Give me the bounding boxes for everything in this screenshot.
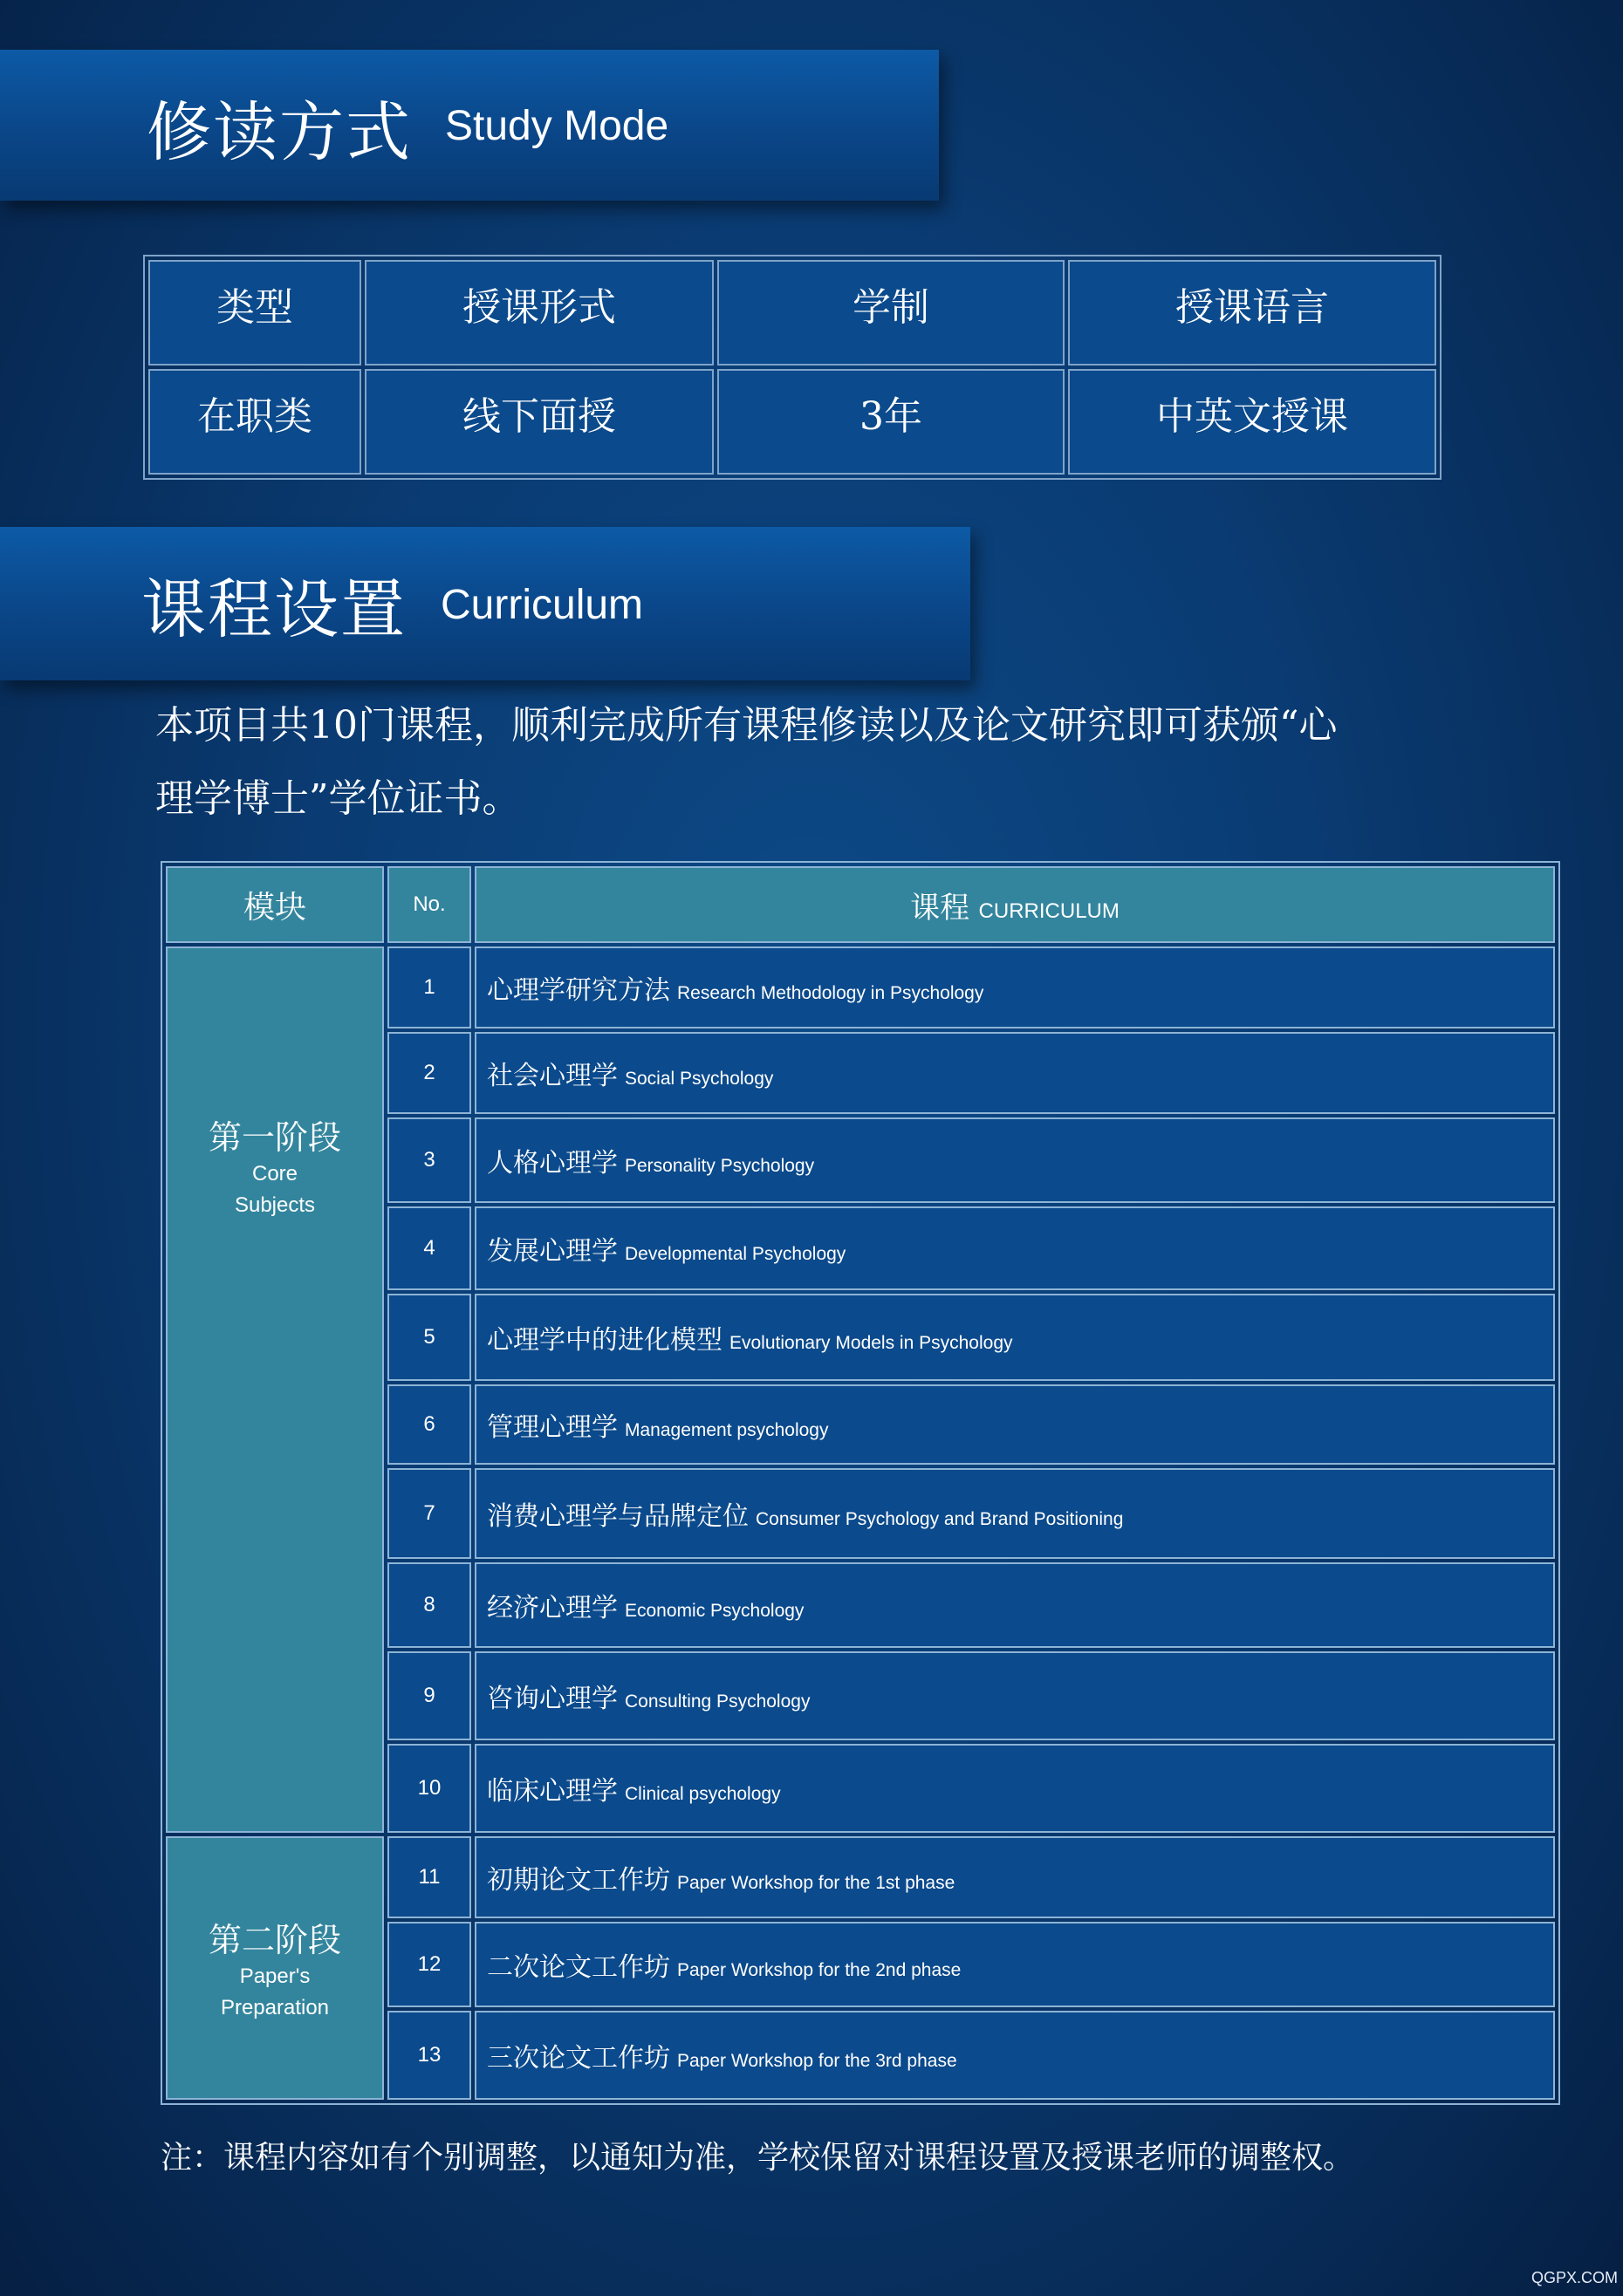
- row-number: 13: [387, 2011, 471, 2100]
- row-number: 3: [387, 1117, 471, 1203]
- course-name-zh: 管理心理学: [487, 1412, 618, 1443]
- course-cell: [475, 1562, 1555, 1648]
- module-1-en-line1: Core: [251, 1162, 298, 1186]
- intro-line-2: 理学博士”学位证书。: [155, 776, 521, 821]
- watermark: QGPX.COM: [1531, 2269, 1618, 2286]
- module-2-zh: 第二阶段: [208, 1920, 341, 1959]
- row-number: 10: [387, 1744, 471, 1833]
- intro-line-1: 本项目共10门课程，顺利完成所有课程修读以及论文研究即可获颁“心: [155, 703, 1338, 748]
- course-name-zh: 临床心理学: [487, 1776, 618, 1807]
- course-cell: [475, 1384, 1555, 1465]
- row-number: 1: [387, 946, 471, 1028]
- row-number: 4: [387, 1206, 471, 1290]
- row-number: 7: [387, 1468, 471, 1559]
- course-name-zh: 心理学研究方法: [487, 975, 670, 1006]
- curriculum-title-zh: 课程设置: [141, 572, 407, 647]
- row-number: 8: [387, 1562, 471, 1648]
- study-mode-title-zh: 修读方式: [147, 95, 412, 170]
- study-mode-header-row: [148, 260, 1436, 366]
- study-mode-title-en: Study Mode: [445, 103, 669, 149]
- course-name-zh: 消费心理学与品牌定位: [487, 1501, 749, 1532]
- row-number: 2: [387, 1032, 471, 1114]
- curriculum-intro: [155, 689, 1464, 836]
- module-1-en-line2: Subjects: [234, 1193, 316, 1217]
- course-cell: [475, 1117, 1555, 1203]
- study-mode-value-row: [148, 369, 1436, 475]
- course-cell: [475, 1032, 1555, 1114]
- row-number: 11: [387, 1836, 471, 1918]
- course-name-zh: 三次论文工作坊: [487, 2043, 670, 2074]
- course-name-en: Personality Psychology: [625, 1156, 815, 1176]
- mode-value-format: 线下面授: [365, 369, 714, 475]
- course-name-en: Evolutionary Models in Psychology: [729, 1333, 1013, 1353]
- row-number: 12: [387, 1922, 471, 2007]
- curriculum-table: [161, 861, 1560, 2105]
- header-no: No.: [387, 866, 471, 943]
- course-name-en: Clinical psychology: [625, 1784, 781, 1804]
- footnote: 注：课程内容如有个别调整，以通知为准，学校保留对课程设置及授课老师的调整权。: [161, 2140, 1355, 2176]
- course-name-en: Developmental Psychology: [625, 1244, 846, 1264]
- course-name-zh: 经济心理学: [487, 1593, 618, 1623]
- study-mode-table: [143, 255, 1442, 480]
- course-cell: [475, 1206, 1555, 1290]
- course-cell: [475, 1468, 1555, 1559]
- course-name-en: Management psychology: [625, 1420, 829, 1440]
- row-number: 9: [387, 1651, 471, 1740]
- course-cell: [475, 2011, 1555, 2100]
- mode-header-duration: 学制: [717, 260, 1065, 366]
- mode-header-format: 授课形式: [365, 260, 714, 366]
- course-name-zh: 人格心理学: [487, 1148, 618, 1179]
- table-row: [166, 946, 1555, 1028]
- course-name-en: Paper Workshop for the 2nd phase: [677, 1960, 962, 1980]
- module-1-zh: 第一阶段: [208, 1118, 341, 1157]
- mode-header-type: 类型: [148, 260, 361, 366]
- curriculum-header-row: [166, 866, 1555, 943]
- curriculum-title-en: Curriculum: [441, 582, 644, 628]
- course-name-zh: 发展心理学: [487, 1236, 618, 1267]
- mode-value-language: 中英文授课: [1068, 369, 1436, 475]
- row-number: 6: [387, 1384, 471, 1465]
- course-cell: [475, 1836, 1555, 1918]
- course-name-zh: 二次论文工作坊: [487, 1952, 670, 1983]
- course-cell: [475, 1744, 1555, 1833]
- course-cell: [475, 1651, 1555, 1740]
- course-name-en: Paper Workshop for the 1st phase: [677, 1873, 955, 1893]
- course-name-en: Consulting Psychology: [625, 1691, 811, 1712]
- row-number: 5: [387, 1294, 471, 1381]
- header-module: 模块: [166, 866, 384, 943]
- course-name-zh: 初期论文工作坊: [487, 1865, 670, 1896]
- module-2-en-line2: Preparation: [220, 1995, 330, 2019]
- mode-value-duration: 3年: [717, 369, 1065, 475]
- course-name-zh: 心理学中的进化模型: [487, 1325, 722, 1356]
- header-course-en: CURRICULUM: [978, 899, 1120, 923]
- study-mode-banner: [0, 50, 939, 201]
- course-name-zh: 咨询心理学: [487, 1684, 618, 1714]
- curriculum-banner: [0, 527, 970, 680]
- header-course: [475, 866, 1555, 943]
- course-cell: [475, 946, 1555, 1028]
- course-name-en: Paper Workshop for the 3rd phase: [677, 2051, 957, 2071]
- mode-header-language: 授课语言: [1068, 260, 1436, 366]
- module-core-subjects: [166, 946, 384, 1833]
- course-name-en: Consumer Psychology and Brand Positioning: [756, 1509, 1124, 1529]
- course-cell: [475, 1922, 1555, 2007]
- course-name-en: Economic Psychology: [625, 1601, 805, 1621]
- mode-value-type: 在职类: [148, 369, 361, 475]
- module-paper-preparation: [166, 1836, 384, 2100]
- course-name-en: Research Methodology in Psychology: [677, 983, 984, 1003]
- course-cell: [475, 1294, 1555, 1381]
- table-row: [166, 1836, 1555, 1918]
- header-course-zh: 课程: [910, 890, 970, 926]
- course-name-zh: 社会心理学: [487, 1061, 618, 1091]
- module-2-en-line1: Paper's: [239, 1964, 311, 1988]
- course-name-en: Social Psychology: [625, 1069, 774, 1089]
